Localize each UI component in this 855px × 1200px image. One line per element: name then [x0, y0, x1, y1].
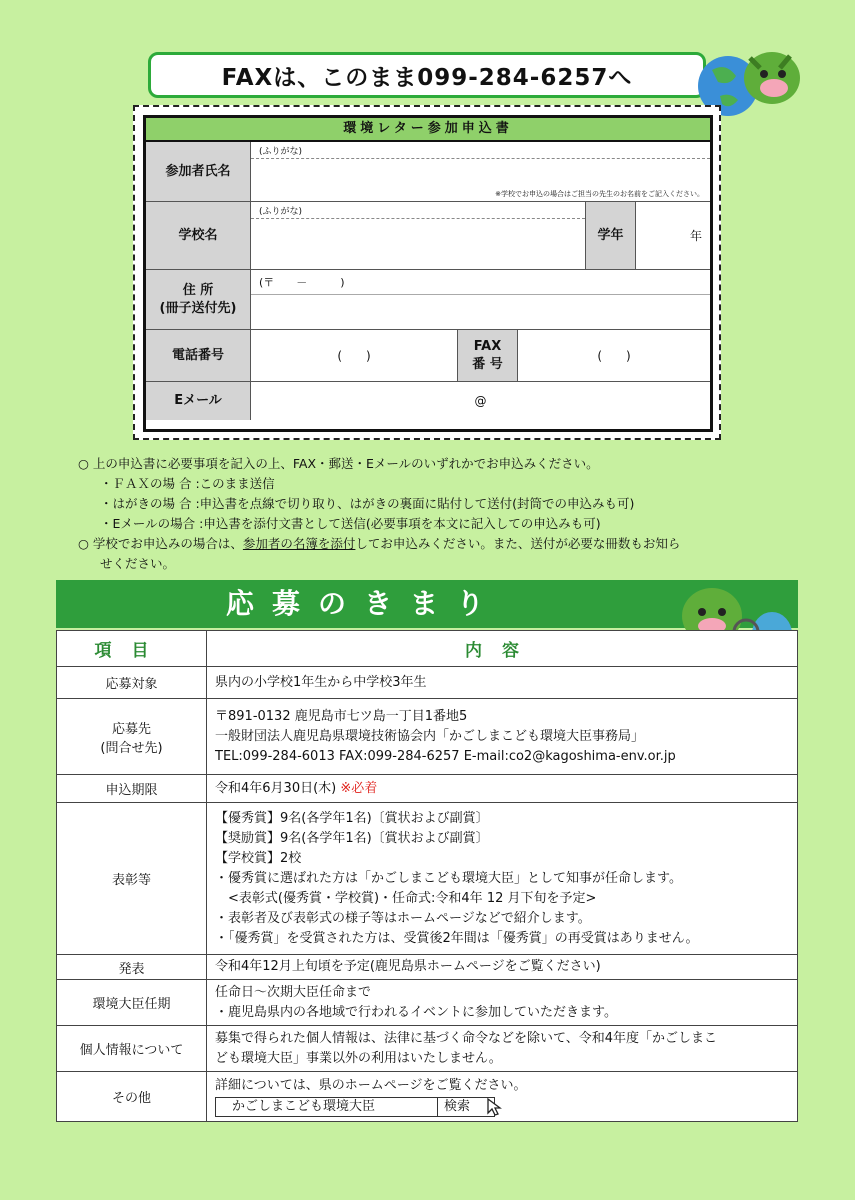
form-row-address [146, 270, 710, 330]
note-1a: ・ＦＡＸの場 合 :このまま送信 [100, 476, 275, 491]
announce-key: 発表 [57, 955, 207, 980]
school-furigana: (ふりがな) [259, 207, 303, 217]
postal-code: (〒 － ) [259, 276, 345, 289]
rules-title: 応募のきまり [56, 580, 798, 628]
name-note: ※学校でお申込の場合はご担当の先生のお名前をご記入ください。 [495, 190, 704, 198]
fax-banner-text: FAXは、このまま099-284-6257へ [221, 64, 633, 91]
row-announce [57, 955, 798, 980]
address-label-main: 住 所 [182, 282, 214, 298]
award-restriction: ・「優秀賞」を受賞された方は、受賞後2年間は「優秀賞」の再受賞はありません。 [215, 930, 699, 946]
phone-paren: ( ) [337, 349, 371, 363]
email-field[interactable] [251, 382, 710, 420]
deadline-key: 申込期限 [57, 775, 207, 803]
address-divider [251, 294, 710, 295]
term-value [207, 980, 798, 1026]
term-key: 環境大臣任期 [57, 980, 207, 1026]
application-form [143, 115, 713, 432]
note-2 [78, 534, 798, 554]
note-2-cont: せください。 [100, 556, 176, 571]
row-privacy [57, 1026, 798, 1072]
fax-label [458, 330, 518, 381]
deadline-date: 令和4年6月30日(木) [215, 780, 337, 796]
term-period: 任命日～次期大臣任命まで [215, 984, 372, 1000]
note-1: ○ 上の申込書に必要事項を記入の上、FAX・郵送・Eメールのいずれかでお申込みください。 [78, 456, 599, 471]
grade-label: 学年 [586, 202, 636, 269]
award-excellent: 【優秀賞】9名(各学年1名)〔賞状および副賞〕 [215, 810, 489, 826]
target-value: 県内の小学校1年生から中学校3年生 [207, 667, 798, 699]
fax-banner [148, 52, 706, 98]
award-encouragement: 【奨励賞】9名(各学年1名)〔賞状および副賞〕 [215, 830, 489, 846]
announce-value: 令和4年12月上旬頃を予定(鹿児島県ホームページをご覧ください) [207, 955, 798, 980]
rules-header-row [57, 631, 798, 667]
award-school: 【学校賞】2校 [215, 850, 302, 866]
note-2-underline: 参加者の名簿を添付 [242, 536, 356, 551]
school-label: 学校名 [146, 202, 251, 269]
note-1b: ・はがきの場 合 :申込書を点線で切り取り、はがきの裏面に貼付して送付(封筒での申込みも可) [100, 496, 635, 511]
note-2-pre: ○ 学校でお申込みの場合は、 [78, 536, 243, 551]
row-destination [57, 699, 798, 775]
school-divider [251, 218, 585, 219]
grade-field[interactable] [636, 202, 710, 269]
search-input[interactable]: かごしまこども環境大臣 [216, 1098, 438, 1116]
address-label [146, 270, 251, 329]
fax-paren: ( ) [597, 349, 631, 363]
form-title: 環境レター参加申込書 [146, 118, 710, 142]
fax-label-2: 番 号 [472, 356, 503, 372]
privacy-key: 個人情報について [57, 1026, 207, 1072]
destination-address: 〒891-0132 鹿児島市七ツ島一丁目1番地5 [215, 708, 468, 724]
destination-office: 一般財団法人鹿児島県環境技術協会内「かごしまこども環境大臣事務局」 [215, 728, 645, 744]
deadline-note: ※必着 [340, 780, 378, 796]
name-field[interactable] [251, 142, 710, 201]
address-label-sub: (冊子送付先) [159, 300, 237, 316]
search-button[interactable]: 検索 [444, 1099, 471, 1114]
instructions [78, 454, 798, 574]
other-value [207, 1072, 798, 1122]
other-key: その他 [57, 1072, 207, 1122]
destination-contact: TEL:099-284-6013 FAX:099-284-6257 E-mail:co2@kagoshima-env.or.jp [215, 748, 676, 764]
award-ceremony: <表彰式(優秀賞・学校賞)・任命式:令和4年 12 月下旬を予定> [215, 890, 597, 906]
row-term [57, 980, 798, 1026]
search-box [215, 1097, 495, 1117]
form-row-school [146, 202, 710, 270]
privacy-value [207, 1026, 798, 1072]
fax-field[interactable] [518, 330, 710, 381]
rules-table [56, 630, 798, 1122]
note-2-post: してお申込みください。また、送付が必要な冊数もお知ら [355, 536, 681, 551]
row-other [57, 1072, 798, 1122]
name-divider [251, 158, 710, 159]
email-at: @ [474, 394, 487, 408]
row-awards [57, 803, 798, 955]
phone-label: 電話番号 [146, 330, 251, 381]
award-appointment: ・優秀賞に選ばれた方は「かごしまこども環境大臣」として知事が任命します。 [215, 870, 682, 886]
destination-key-1: 応募先 [111, 721, 151, 737]
form-row-email [146, 382, 710, 420]
term-duty: ・鹿児島県内の各地域で行われるイベントに参加していただきます。 [215, 1004, 617, 1020]
note-1c: ・Eメールの場合 :申込書を添付文書として送信(必要事項を本文に記入しての申込みも可) [100, 516, 601, 531]
privacy-line-1: 募集で得られた個人情報は、法律に基づく命令などを除いて、令和4年度「かごしまこ [215, 1030, 718, 1046]
destination-key-2: (問合せ先) [100, 740, 163, 756]
col-item: 項目 [57, 631, 207, 667]
destination-key [57, 699, 207, 775]
form-row-phone [146, 330, 710, 382]
fax-label-1: FAX [473, 338, 502, 354]
cursor-icon [485, 1097, 503, 1117]
grade-unit: 年 [689, 229, 702, 243]
target-key: 応募対象 [57, 667, 207, 699]
name-furigana: (ふりがな) [259, 147, 303, 157]
row-deadline [57, 775, 798, 803]
other-text: 詳細については、県のホームページをご覧ください。 [215, 1078, 527, 1093]
application-form-cutout [133, 105, 721, 440]
name-label: 参加者氏名 [146, 142, 251, 201]
destination-value [207, 699, 798, 775]
awards-value [207, 803, 798, 955]
email-label: Eメール [146, 382, 251, 420]
form-row-name [146, 142, 710, 202]
address-field[interactable] [251, 270, 710, 329]
privacy-line-2: ども環境大臣」事業以外の利用はいたしません。 [215, 1050, 502, 1066]
school-field[interactable] [251, 202, 586, 269]
phone-field[interactable] [251, 330, 458, 381]
col-content: 内容 [207, 631, 798, 667]
awards-key: 表彰等 [57, 803, 207, 955]
award-introduction: ・表彰者及び表彰式の様子等はホームページなどで紹介します。 [215, 910, 591, 926]
row-target [57, 667, 798, 699]
deadline-value [207, 775, 798, 803]
